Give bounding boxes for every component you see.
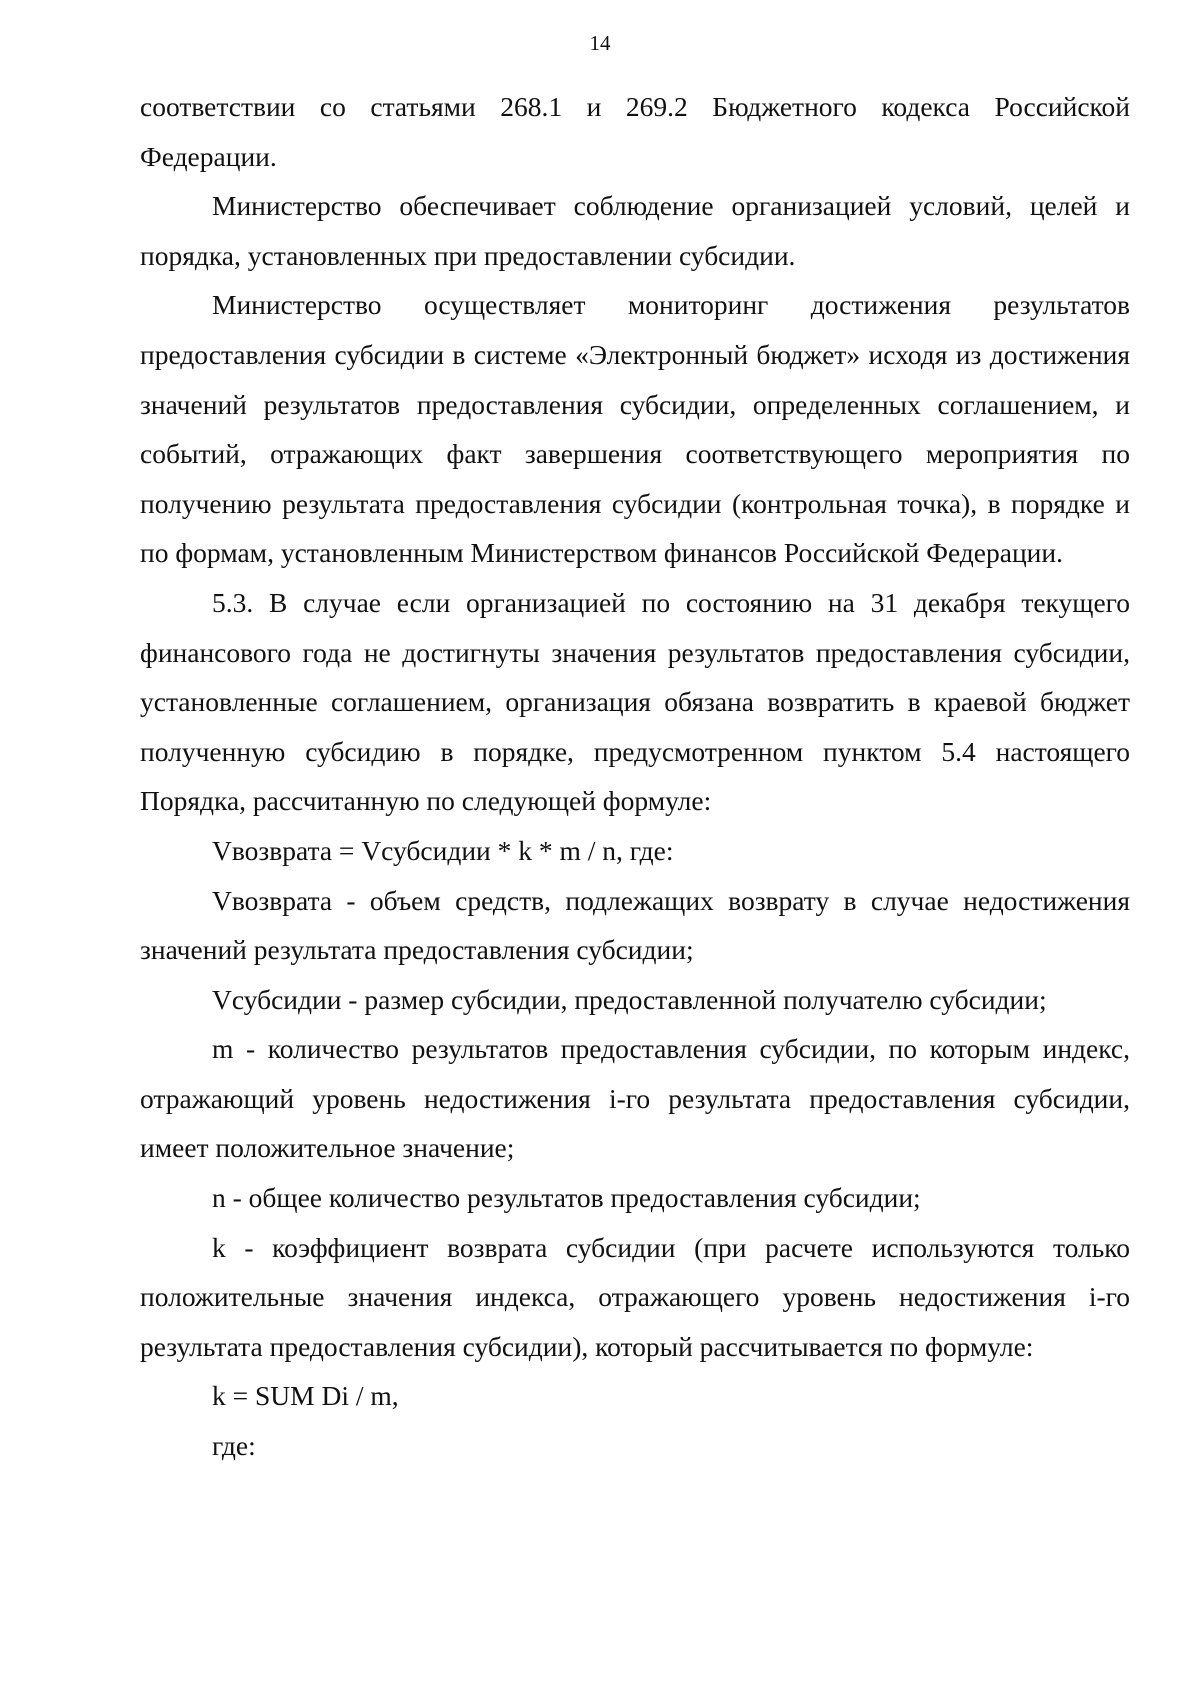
where-label: где: <box>212 1430 256 1462</box>
definition-n: n - общее количество результатов предоставления субсидии; <box>212 1182 921 1214</box>
page-number: 14 <box>589 31 611 55</box>
formula-return-volume: Vвозврата = Vсубсидии * k * m / n, где: <box>212 834 674 866</box>
formula-k: k = SUM Di / m, <box>212 1380 399 1412</box>
definition-k: k - коэффициент возврата субсидии (при расчете используются только положительные значения индекса, отражающего уровень недостижения i-го результата предоставления субсидии), который рассчитывается по формуле: <box>140 1231 1130 1362</box>
paragraph-ministry-monitoring: Министерство осуществляет мониторинг достижения результатов предоставления субсидии в системе «Электронный бюджет» исходя из достижения значений результатов предоставления субсидии, определенных соглашением, и событий, отражающих факт завершения соответствующего мероприятия по получению результата предоставления субсидии (контрольная точка), в порядке и по формам, установленным Министерством финансов Российской Федерации. <box>140 289 1130 569</box>
paragraph-clause-5-3: 5.3. В случае если организацией по состоянию на 31 декабря текущего финансового года не достигнуты значения результатов предоставления субсидии, установленные соглашением, организация обязана возвратить в краевой бюджет полученную субсидию в порядке, предусмотренном пунктом 5.4 настоящего Порядка, рассчитанную по следующей формуле: <box>140 586 1130 817</box>
document-body <box>140 82 1130 1471</box>
paragraph-budget-code-reference: соответствии со статьями 268.1 и 269.2 Бюджетного кодекса Российской Федерации. <box>140 91 1130 172</box>
definition-m: m - количество результатов предоставления субсидии, по которым индекс, отражающий уровень недостижения i-го результата предоставления субсидии, имеет положительное значение; <box>140 1033 1130 1164</box>
definition-return-volume: Vвозврата - объем средств, подлежащих возврату в случае недостижения значений результата предоставления субсидии; <box>140 884 1130 966</box>
definition-subsidy-volume: Vсубсидии - размер субсидии, предоставленной получателю субсидии; <box>212 983 1047 1015</box>
paragraph-ministry-compliance: Министерство обеспечивает соблюдение организацией условий, целей и порядка, установленных при предоставлении субсидии. <box>140 190 1130 271</box>
